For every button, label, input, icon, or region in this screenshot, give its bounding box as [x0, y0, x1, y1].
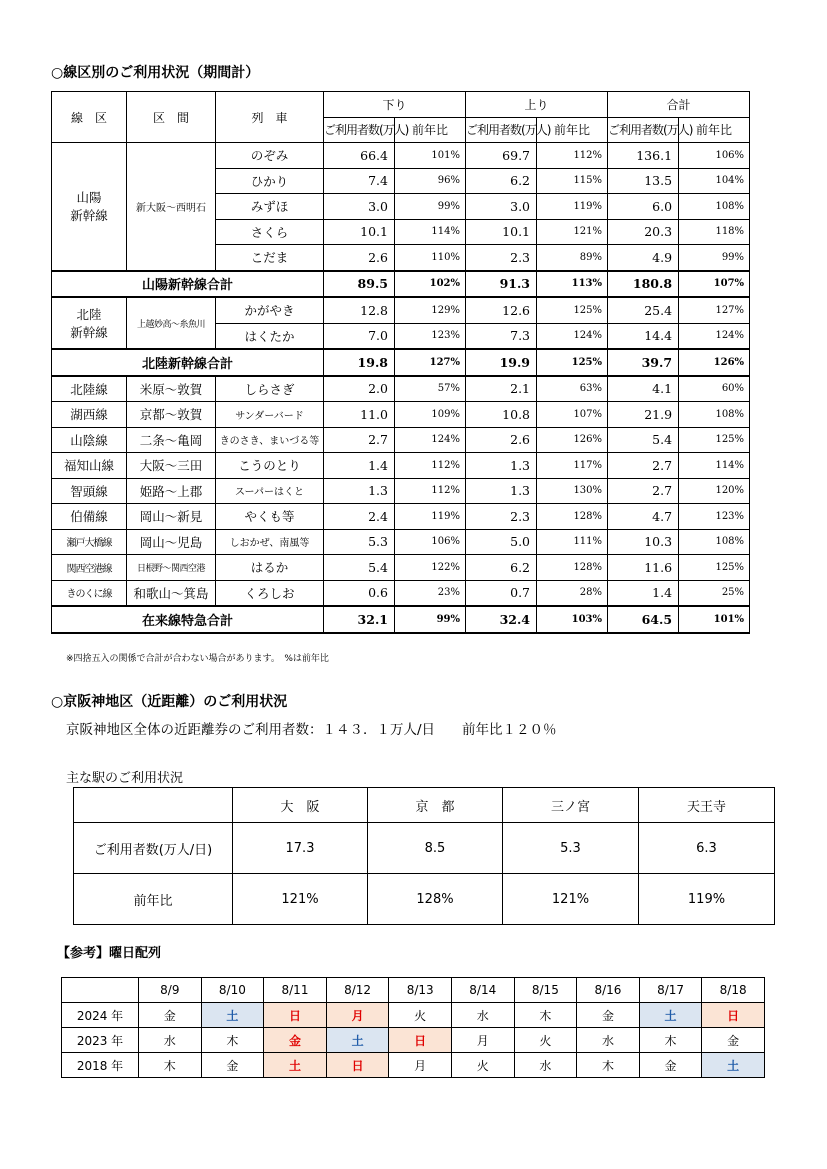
date-cell: 8/12: [326, 978, 389, 1003]
up-yoy: 125%: [537, 297, 608, 323]
up-yoy: 112%: [537, 143, 608, 169]
year-label: 2023 年: [62, 1028, 139, 1053]
station-yoy: 121%: [503, 874, 639, 925]
weekday-cell: 日: [702, 1003, 765, 1028]
up-users: 2.1: [466, 376, 537, 402]
weekday-cell: 金: [201, 1053, 264, 1078]
down-users: 7.4: [324, 168, 395, 194]
header-users: ご利用者数(万人): [608, 117, 679, 143]
line-name: 山陰線: [52, 427, 127, 453]
train-name: さくら: [216, 219, 324, 245]
line-name: 伯備線: [52, 504, 127, 530]
up-yoy: 121%: [537, 219, 608, 245]
subtotal-row: [52, 271, 750, 298]
up-yoy: 111%: [537, 529, 608, 555]
down-yoy: 101%: [395, 143, 466, 169]
total-users: 21.9: [608, 402, 679, 428]
weekday-cell: 木: [201, 1028, 264, 1053]
total-users: 2.7: [608, 453, 679, 479]
total-yoy: 25%: [679, 580, 750, 606]
up-yoy: 28%: [537, 580, 608, 606]
station-name: 大 阪: [233, 788, 368, 823]
weekday-cell: 水: [451, 1003, 514, 1028]
weekday-cell: 日: [264, 1003, 327, 1028]
total-yoy: 123%: [679, 504, 750, 530]
down-yoy: 112%: [395, 453, 466, 479]
line-name: 北陸線: [52, 376, 127, 402]
weekday-cell: 土: [639, 1003, 702, 1028]
weekday-cell: 金: [577, 1003, 640, 1028]
table-row: [52, 478, 750, 504]
date-cell: 8/13: [389, 978, 452, 1003]
up-yoy: 124%: [537, 323, 608, 349]
station-users-row: [74, 823, 775, 874]
train-name: みずほ: [216, 194, 324, 220]
down-users: 12.8: [324, 297, 395, 323]
date-cell: 8/14: [451, 978, 514, 1003]
up-yoy: 63%: [537, 376, 608, 402]
up-yoy: 128%: [537, 504, 608, 530]
corner-cell: [74, 788, 233, 823]
train-name: はくたか: [216, 323, 324, 349]
header-yoy: 前年比: [395, 117, 466, 143]
section-name: 京都～敦賀: [127, 402, 216, 428]
down-yoy: 114%: [395, 219, 466, 245]
down-users: 1.4: [324, 453, 395, 479]
weekday-cell: 木: [639, 1028, 702, 1053]
weekday-cell: 金: [639, 1053, 702, 1078]
section-name: 二条～亀岡: [127, 427, 216, 453]
header-users: ご利用者数(万人): [466, 117, 537, 143]
down-yoy: 123%: [395, 323, 466, 349]
weekday-cell: 木: [577, 1053, 640, 1078]
date-cell: 8/11: [264, 978, 327, 1003]
table-row: [52, 504, 750, 530]
train-name: ひかり: [216, 168, 324, 194]
subtotal-row: [52, 349, 750, 376]
train-name: こだま: [216, 245, 324, 271]
section-name: 岡山～新見: [127, 504, 216, 530]
header-section: 区 間: [127, 92, 216, 143]
up-users: 32.4: [466, 606, 537, 633]
weekday-cell: 金: [139, 1003, 202, 1028]
train-name: かがやき: [216, 297, 324, 323]
year-row: [62, 1053, 765, 1078]
down-yoy: 99%: [395, 606, 466, 633]
up-users: 5.0: [466, 529, 537, 555]
station-yoy: 119%: [639, 874, 775, 925]
up-yoy: 128%: [537, 555, 608, 581]
total-users: 25.4: [608, 297, 679, 323]
weekday-cell: 木: [514, 1003, 577, 1028]
corner-cell: [62, 978, 139, 1003]
up-users: 2.6: [466, 427, 537, 453]
train-name: スーパーはくと: [216, 478, 324, 504]
down-yoy: 110%: [395, 245, 466, 271]
section1-title: ○線区別のご利用状況（期間計）: [51, 65, 260, 81]
total-yoy: 125%: [679, 427, 750, 453]
header-up: 上り: [466, 92, 608, 118]
down-users: 32.1: [324, 606, 395, 633]
header-users: ご利用者数(万人): [324, 117, 395, 143]
down-users: 3.0: [324, 194, 395, 220]
station-users: 8.5: [368, 823, 503, 874]
total-users: 10.3: [608, 529, 679, 555]
down-yoy: 106%: [395, 529, 466, 555]
line-name: 北陸 新幹線: [52, 297, 127, 349]
section-name: 上越妙高～糸魚川: [127, 297, 216, 349]
down-yoy: 99%: [395, 194, 466, 220]
up-users: 19.9: [466, 349, 537, 376]
table-row: [52, 555, 750, 581]
line-name: 関西空港線: [52, 555, 127, 581]
total-yoy: 125%: [679, 555, 750, 581]
total-yoy: 104%: [679, 168, 750, 194]
train-name: はるか: [216, 555, 324, 581]
subtotal-row: [52, 606, 750, 633]
up-yoy: 126%: [537, 427, 608, 453]
total-users: 13.5: [608, 168, 679, 194]
weekday-cell: 水: [577, 1028, 640, 1053]
up-users: 1.3: [466, 453, 537, 479]
up-users: 10.8: [466, 402, 537, 428]
line-usage-table: [51, 91, 750, 634]
up-users: 1.3: [466, 478, 537, 504]
weekday-cell: 日: [326, 1053, 389, 1078]
down-users: 66.4: [324, 143, 395, 169]
header-yoy: 前年比: [679, 117, 750, 143]
weekday-cell: 日: [389, 1028, 452, 1053]
station-name: 京 都: [368, 788, 503, 823]
table-row: [52, 143, 750, 169]
up-users: 6.2: [466, 555, 537, 581]
total-yoy: 120%: [679, 478, 750, 504]
total-yoy: 124%: [679, 323, 750, 349]
up-users: 3.0: [466, 194, 537, 220]
subtotal-label: 山陽新幹線合計: [52, 271, 324, 298]
down-users: 0.6: [324, 580, 395, 606]
weekday-cell: 火: [514, 1028, 577, 1053]
total-users: 4.9: [608, 245, 679, 271]
total-yoy: 101%: [679, 606, 750, 633]
date-cell: 8/16: [577, 978, 640, 1003]
total-yoy: 99%: [679, 245, 750, 271]
up-yoy: 125%: [537, 349, 608, 376]
station-users: 5.3: [503, 823, 639, 874]
up-yoy: 103%: [537, 606, 608, 633]
section-name: 岡山～児島: [127, 529, 216, 555]
up-users: 2.3: [466, 245, 537, 271]
up-yoy: 113%: [537, 271, 608, 298]
up-yoy: 117%: [537, 453, 608, 479]
down-users: 2.7: [324, 427, 395, 453]
table-row: [52, 453, 750, 479]
up-users: 91.3: [466, 271, 537, 298]
down-yoy: 124%: [395, 427, 466, 453]
date-cell: 8/15: [514, 978, 577, 1003]
date-cell: 8/9: [139, 978, 202, 1003]
train-name: しらさぎ: [216, 376, 324, 402]
down-yoy: 129%: [395, 297, 466, 323]
weekday-cell: 金: [264, 1028, 327, 1053]
section3-title: 【参考】曜日配列: [57, 946, 162, 961]
total-yoy: 126%: [679, 349, 750, 376]
header-total: 合計: [608, 92, 750, 118]
line-name: 湖西線: [52, 402, 127, 428]
down-yoy: 102%: [395, 271, 466, 298]
total-users: 14.4: [608, 323, 679, 349]
weekday-table: [61, 977, 765, 1078]
train-name: こうのとり: [216, 453, 324, 479]
weekday-cell: 土: [264, 1053, 327, 1078]
up-users: 2.3: [466, 504, 537, 530]
total-users: 20.3: [608, 219, 679, 245]
total-users: 4.1: [608, 376, 679, 402]
section-name: 日根野～関西空港: [127, 555, 216, 581]
down-users: 11.0: [324, 402, 395, 428]
total-users: 39.7: [608, 349, 679, 376]
up-users: 6.2: [466, 168, 537, 194]
total-users: 11.6: [608, 555, 679, 581]
down-users: 19.8: [324, 349, 395, 376]
total-yoy: 127%: [679, 297, 750, 323]
weekday-cell: 土: [702, 1053, 765, 1078]
year-label: 2018 年: [62, 1053, 139, 1078]
station-usage-table: [73, 787, 775, 925]
down-users: 5.3: [324, 529, 395, 555]
table-row: [52, 427, 750, 453]
section-name: 姫路～上郡: [127, 478, 216, 504]
train-name: きのさき、まいづる等: [216, 427, 324, 453]
total-users: 180.8: [608, 271, 679, 298]
train-name: やくも等: [216, 504, 324, 530]
total-yoy: 108%: [679, 402, 750, 428]
down-yoy: 96%: [395, 168, 466, 194]
train-name: のぞみ: [216, 143, 324, 169]
total-users: 5.4: [608, 427, 679, 453]
header-yoy: 前年比: [537, 117, 608, 143]
line-name: きのくに線: [52, 580, 127, 606]
year-row: [62, 1028, 765, 1053]
total-users: 136.1: [608, 143, 679, 169]
date-cell: 8/18: [702, 978, 765, 1003]
total-yoy: 118%: [679, 219, 750, 245]
total-users: 1.4: [608, 580, 679, 606]
station-name: 天王寺: [639, 788, 775, 823]
station-users: 17.3: [233, 823, 368, 874]
total-yoy: 108%: [679, 194, 750, 220]
line-name: 福知山線: [52, 453, 127, 479]
table-row: [52, 376, 750, 402]
up-users: 0.7: [466, 580, 537, 606]
up-users: 69.7: [466, 143, 537, 169]
up-yoy: 115%: [537, 168, 608, 194]
weekday-cell: 月: [389, 1053, 452, 1078]
down-users: 10.1: [324, 219, 395, 245]
weekday-cell: 火: [389, 1003, 452, 1028]
down-users: 7.0: [324, 323, 395, 349]
section-name: 新大阪～西明石: [127, 143, 216, 271]
down-users: 2.0: [324, 376, 395, 402]
year-label: 2024 年: [62, 1003, 139, 1028]
total-yoy: 114%: [679, 453, 750, 479]
down-yoy: 119%: [395, 504, 466, 530]
down-yoy: 23%: [395, 580, 466, 606]
station-name: 三ノ宮: [503, 788, 639, 823]
section-name: 大阪～三田: [127, 453, 216, 479]
weekday-cell: 金: [702, 1028, 765, 1053]
station-subtitle: 主な駅のご利用状況: [66, 771, 184, 786]
year-row: [62, 1003, 765, 1028]
total-users: 64.5: [608, 606, 679, 633]
subtotal-label: 北陸新幹線合計: [52, 349, 324, 376]
row-label: ご利用者数(万人/日): [74, 823, 233, 874]
table-row: [52, 297, 750, 323]
date-cell: 8/10: [201, 978, 264, 1003]
footnote: ※四捨五入の関係で合計が合わない場合があります。 %は前年比: [66, 654, 329, 664]
up-yoy: 107%: [537, 402, 608, 428]
station-yoy-row: [74, 874, 775, 925]
up-users: 12.6: [466, 297, 537, 323]
train-name: サンダーバード: [216, 402, 324, 428]
up-users: 10.1: [466, 219, 537, 245]
train-name: しおかぜ、南風等: [216, 529, 324, 555]
up-yoy: 119%: [537, 194, 608, 220]
line-name: 瀬戸大橋線: [52, 529, 127, 555]
weekday-cell: 月: [326, 1003, 389, 1028]
header-down: 下り: [324, 92, 466, 118]
train-name: くろしお: [216, 580, 324, 606]
up-users: 7.3: [466, 323, 537, 349]
down-users: 5.4: [324, 555, 395, 581]
down-users: 89.5: [324, 271, 395, 298]
table-row: [52, 529, 750, 555]
weekday-cell: 水: [514, 1053, 577, 1078]
total-yoy: 106%: [679, 143, 750, 169]
down-users: 2.4: [324, 504, 395, 530]
weekday-cell: 土: [201, 1003, 264, 1028]
down-yoy: 57%: [395, 376, 466, 402]
line-name: 山陽 新幹線: [52, 143, 127, 271]
header-train: 列 車: [216, 92, 324, 143]
date-header-row: [62, 978, 765, 1003]
station-yoy: 128%: [368, 874, 503, 925]
station-yoy: 121%: [233, 874, 368, 925]
down-yoy: 122%: [395, 555, 466, 581]
down-yoy: 112%: [395, 478, 466, 504]
section-name: 和歌山～箕島: [127, 580, 216, 606]
section-name: 米原～敦賀: [127, 376, 216, 402]
weekday-cell: 土: [326, 1028, 389, 1053]
table-row: [52, 580, 750, 606]
header-line: 線 区: [52, 92, 127, 143]
total-yoy: 107%: [679, 271, 750, 298]
keihanshin-summary: 京阪神地区全体の近距離券のご利用者数：１４３．１万人/日 前年比１２０％: [66, 722, 557, 738]
total-yoy: 108%: [679, 529, 750, 555]
down-users: 2.6: [324, 245, 395, 271]
station-header-row: [74, 788, 775, 823]
down-yoy: 109%: [395, 402, 466, 428]
weekday-cell: 木: [139, 1053, 202, 1078]
weekday-cell: 月: [451, 1028, 514, 1053]
table-row: [52, 402, 750, 428]
total-yoy: 60%: [679, 376, 750, 402]
weekday-cell: 火: [451, 1053, 514, 1078]
up-yoy: 130%: [537, 478, 608, 504]
station-users: 6.3: [639, 823, 775, 874]
up-yoy: 89%: [537, 245, 608, 271]
date-cell: 8/17: [639, 978, 702, 1003]
line-name: 智頭線: [52, 478, 127, 504]
down-yoy: 127%: [395, 349, 466, 376]
total-users: 4.7: [608, 504, 679, 530]
section2-title: ○京阪神地区（近距離）のご利用状況: [51, 694, 288, 710]
total-users: 2.7: [608, 478, 679, 504]
total-users: 6.0: [608, 194, 679, 220]
subtotal-label: 在来線特急合計: [52, 606, 324, 633]
row-label: 前年比: [74, 874, 233, 925]
weekday-cell: 水: [139, 1028, 202, 1053]
down-users: 1.3: [324, 478, 395, 504]
